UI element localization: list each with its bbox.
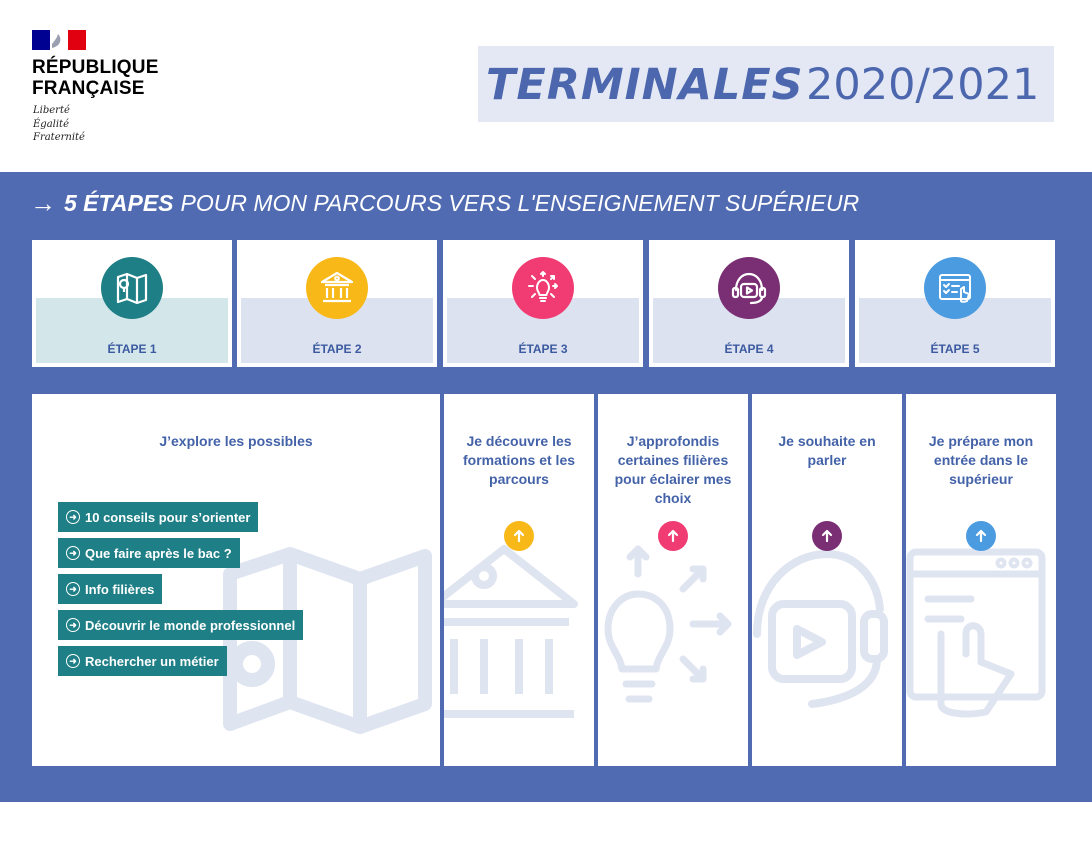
lightbulb-icon: [512, 257, 574, 319]
title-year: 2020/2021: [806, 60, 1040, 110]
arrow-up-icon[interactable]: [966, 521, 996, 551]
title-bold: TERMINALES: [486, 60, 804, 110]
arrow-right-circle-icon: ➜: [66, 582, 80, 596]
link-label: Rechercher un métier: [85, 653, 219, 669]
panel-step-3: [598, 394, 748, 766]
section-title-bold: 5 ÉTAPES: [64, 189, 174, 216]
panel-title: J’approfondis certaines filières pour éclairer mes choix: [614, 433, 732, 506]
browser-background-icon: [906, 544, 1056, 744]
page-header: [0, 0, 1092, 172]
link-que-faire-apres-bac[interactable]: [58, 538, 240, 568]
arrow-up-icon[interactable]: [504, 521, 534, 551]
republic-line-1: RÉPUBLIQUE: [32, 57, 159, 78]
panel-step-5: [906, 394, 1056, 766]
motto-egalite: Égalité: [33, 118, 69, 130]
link-label: Info filières: [85, 581, 155, 597]
link-label: Découvrir le monde professionnel: [85, 617, 296, 633]
republic-name: [32, 57, 159, 99]
step-card-4[interactable]: [649, 240, 849, 367]
republic-line-2: FRANÇAISE: [32, 78, 145, 99]
link-label: 10 conseils pour s’orienter: [85, 509, 251, 525]
arrow-right-icon: →: [30, 187, 56, 218]
republic-motto: [33, 104, 85, 145]
motto-fraternite: Fraternité: [33, 132, 85, 143]
panel-title: Je découvre les formations et les parcours: [462, 433, 576, 487]
step-label: ÉTAPE 2: [312, 342, 362, 356]
section-title-rest: POUR MON PARCOURS VERS L'ENSEIGNEMENT SUPÉRIEUR: [180, 189, 860, 216]
link-monde-professionnel[interactable]: [58, 610, 303, 640]
map-icon: [101, 257, 163, 319]
page-title: [478, 46, 1054, 122]
arrow-right-circle-icon: ➜: [66, 654, 80, 668]
marianne-logo: [32, 30, 86, 50]
link-info-filieres[interactable]: [58, 574, 162, 604]
arrow-right-circle-icon: ➜: [66, 618, 80, 632]
step-label: ÉTAPE 3: [518, 342, 568, 356]
step-card-3[interactable]: [443, 240, 643, 367]
headset-background-icon: [752, 544, 902, 744]
panel-title: J’explore les possibles: [159, 433, 313, 449]
step-label: ÉTAPE 4: [724, 342, 774, 356]
step-card-5[interactable]: [855, 240, 1055, 367]
link-rechercher-metier[interactable]: [58, 646, 227, 676]
link-10-conseils[interactable]: [58, 502, 258, 532]
step-label: ÉTAPE 5: [930, 342, 980, 356]
section-title: [30, 188, 859, 218]
arrow-right-circle-icon: ➜: [66, 546, 80, 560]
step-card-1[interactable]: [32, 240, 232, 367]
link-label: Que faire après le bac ?: [85, 545, 232, 561]
headset-video-icon: [718, 257, 780, 319]
arrow-right-circle-icon: ➜: [66, 510, 80, 524]
institution-background-icon: [444, 544, 594, 734]
arrow-up-icon[interactable]: [658, 521, 688, 551]
panel-step-2: [444, 394, 594, 766]
panel-step-4: [752, 394, 902, 766]
step-label: ÉTAPE 1: [107, 342, 157, 356]
motto-liberte: Liberté: [33, 105, 70, 116]
institution-icon: [306, 257, 368, 319]
browser-checklist-icon: [924, 257, 986, 319]
panel-title: Je prépare mon entrée dans le supérieur: [928, 433, 1034, 487]
panel-title: Je souhaite en parler: [778, 433, 876, 468]
step-card-2[interactable]: [237, 240, 437, 367]
lightbulb-background-icon: [598, 539, 748, 739]
arrow-up-icon[interactable]: [812, 521, 842, 551]
